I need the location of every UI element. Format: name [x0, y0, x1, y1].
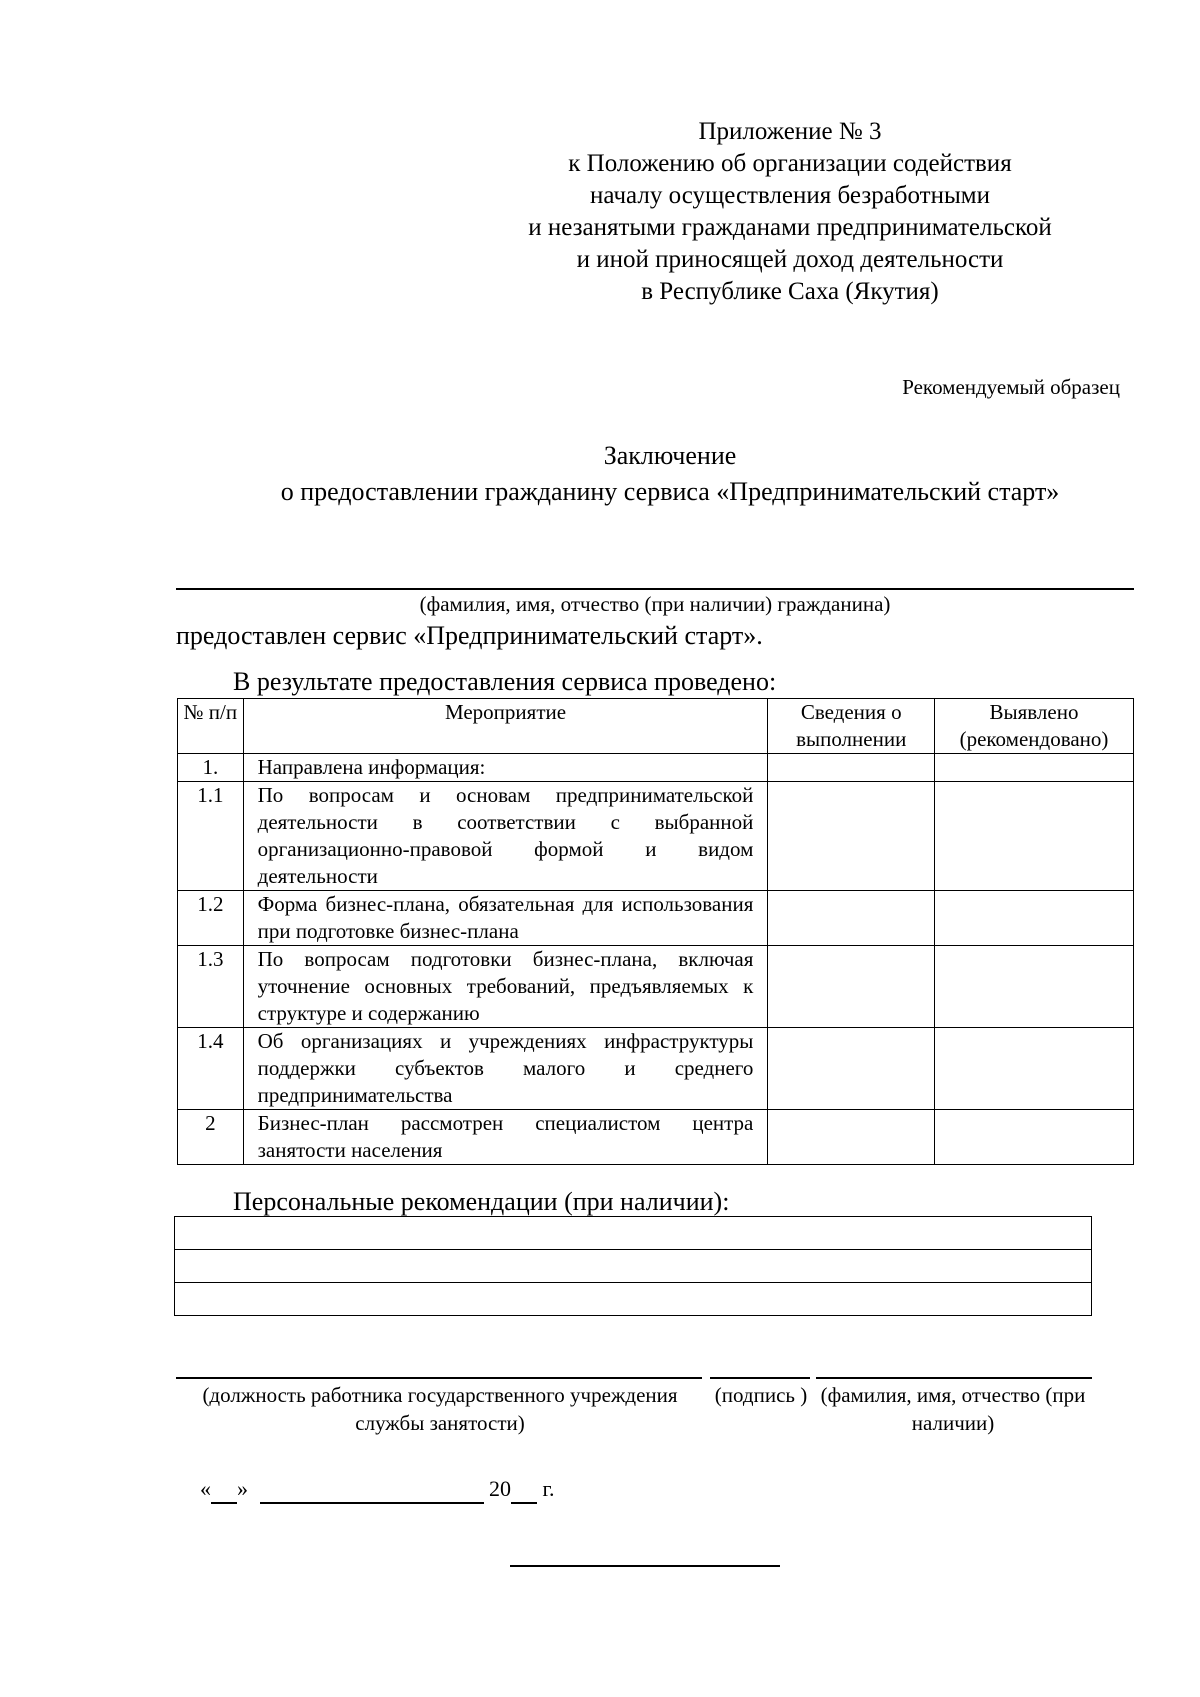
- row-found-cell[interactable]: [935, 891, 1134, 946]
- table-row: [178, 946, 1134, 1028]
- header-found: Выявлено (рекомендовано): [935, 699, 1134, 754]
- date-year-suffix: г.: [542, 1476, 555, 1501]
- table-header-row: [178, 699, 1134, 754]
- table-row: [178, 1110, 1134, 1165]
- events-table: [177, 698, 1134, 1165]
- bottom-separator-line: [510, 1565, 780, 1567]
- signer-name-line[interactable]: [816, 1377, 1092, 1379]
- citizen-name-caption: (фамилия, имя, отчество (при наличии) гражданина): [419, 592, 891, 616]
- provided-text: предоставлен сервис «Предпринимательский старт».: [176, 621, 763, 650]
- appendix-header: [490, 116, 1090, 308]
- row-info-cell[interactable]: [768, 946, 935, 1028]
- document-title: [240, 438, 1100, 510]
- row-info-cell[interactable]: [768, 754, 935, 782]
- recommendation-line[interactable]: [175, 1250, 1092, 1283]
- position-line[interactable]: [176, 1377, 702, 1379]
- result-heading: В результате предоставления сервиса проведено:: [233, 667, 777, 696]
- row-text: Форма бизнес-плана, обязательная для использования при подготовке бизнес-плана: [243, 891, 768, 946]
- header-event: Мероприятие: [243, 699, 768, 754]
- date-year-prefix: 20: [489, 1476, 511, 1501]
- row-info-cell[interactable]: [768, 891, 935, 946]
- signature-caption: (подпись ): [714, 1383, 808, 1407]
- date-day-field[interactable]: [211, 1476, 237, 1504]
- row-found-cell[interactable]: [935, 1110, 1134, 1165]
- row-found-cell[interactable]: [935, 782, 1134, 891]
- row-info-cell[interactable]: [768, 1028, 935, 1110]
- header-num: № п/п: [178, 699, 244, 754]
- row-num: 1.1: [178, 782, 244, 891]
- row-found-cell[interactable]: [935, 754, 1134, 782]
- row-text: Направлена информация:: [243, 754, 768, 782]
- row-text: Бизнес-план рассмотрен специалистом центра занятости населения: [243, 1110, 768, 1165]
- table-row: [178, 782, 1134, 891]
- date-month-field[interactable]: [260, 1476, 484, 1504]
- row-info-cell[interactable]: [768, 782, 935, 891]
- row-num: 1.: [178, 754, 244, 782]
- row-num: 1.2: [178, 891, 244, 946]
- row-num: 2: [178, 1110, 244, 1165]
- date-row: [200, 1476, 555, 1504]
- title-line-1: Заключение: [603, 441, 737, 470]
- date-close-quote: »: [237, 1476, 248, 1501]
- recommendation-line[interactable]: [175, 1283, 1092, 1316]
- header-line: и незанятыми гражданами предпринимательской: [528, 214, 1052, 241]
- signature-line[interactable]: [710, 1377, 810, 1379]
- date-year-field[interactable]: [511, 1476, 537, 1504]
- table-row: [178, 1028, 1134, 1110]
- date-open-quote: «: [200, 1476, 211, 1501]
- table-row: [178, 891, 1134, 946]
- personal-recommendations-table: [174, 1216, 1092, 1316]
- row-found-cell[interactable]: [935, 946, 1134, 1028]
- recommended-sample-label: Рекомендуемый образец: [902, 375, 1120, 399]
- row-text: По вопросам и основам предпринимательской деятельности в соответствии с выбранной организационно-правовой формой и видом деятельности: [243, 782, 768, 891]
- header-line: в Республике Саха (Якутия): [641, 278, 939, 305]
- citizen-name-field[interactable]: [176, 588, 1134, 590]
- row-num: 1.3: [178, 946, 244, 1028]
- table-row: [178, 754, 1134, 782]
- header-line: к Положению об организации содействия: [568, 150, 1012, 177]
- header-info: Сведения о выполнении: [768, 699, 935, 754]
- header-line: началу осуществления безработными: [590, 182, 990, 209]
- row-text: Об организациях и учреждениях инфраструктуры поддержки субъектов малого и среднего предпринимательства: [243, 1028, 768, 1110]
- position-caption: (должность работника государственного учреждения службы занятости): [202, 1383, 678, 1435]
- recommendation-line[interactable]: [175, 1217, 1092, 1250]
- header-line: Приложение № 3: [698, 118, 882, 145]
- signer-name-caption: (фамилия, имя, отчество (при наличии): [820, 1383, 1086, 1435]
- row-found-cell[interactable]: [935, 1028, 1134, 1110]
- row-info-cell[interactable]: [768, 1110, 935, 1165]
- title-line-2: о предоставлении гражданину сервиса «Предпринимательский старт»: [280, 477, 1060, 506]
- personal-recommendations-heading: Персональные рекомендации (при наличии):: [233, 1187, 730, 1216]
- row-text: По вопросам подготовки бизнес-плана, включая уточнение основных требований, предъявляемых к структуре и содержанию: [243, 946, 768, 1028]
- row-num: 1.4: [178, 1028, 244, 1110]
- header-line: и иной приносящей доход деятельности: [576, 246, 1004, 273]
